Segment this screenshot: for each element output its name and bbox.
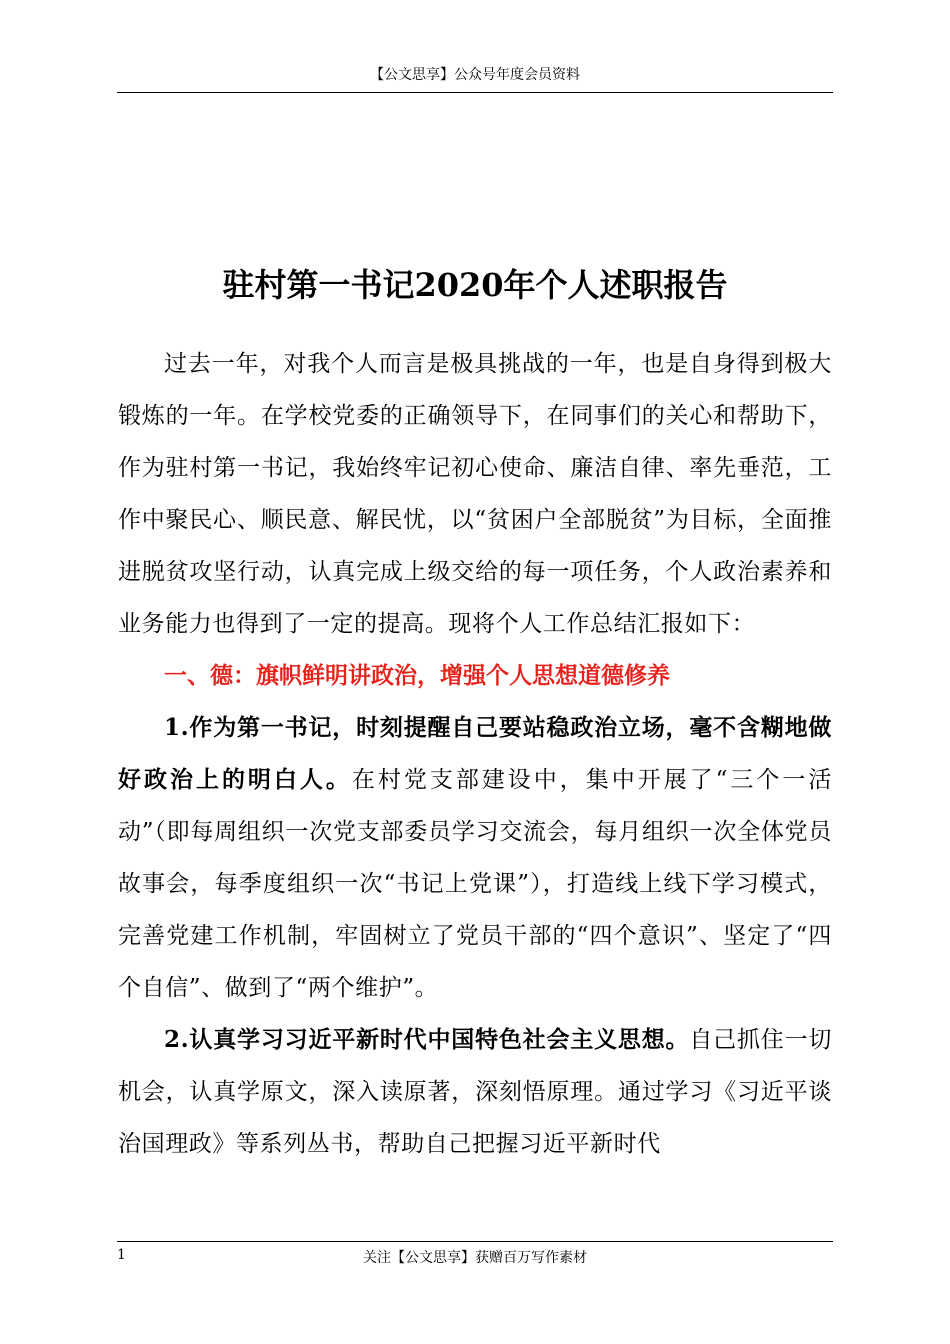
item-paragraph-2: [118, 1014, 832, 1170]
document-body: [118, 338, 832, 1170]
header-divider: [117, 92, 833, 93]
page-footer: 关注【公文思享】获赠百万写作素材: [363, 1250, 587, 1266]
section-heading: 一、德：旗帜鲜明讲政治，增强个人思想道德修养: [164, 662, 670, 689]
document-title: 驻村第一书记2020年个人述职报告: [222, 266, 728, 304]
item-text-2: 自己抓住一切机会，认真学原文，深入读原著，深刻悟原理。通过学习《习近平谈治国理政》等系列丛书，帮助自己把握习近平新时代: [118, 1027, 832, 1157]
item-paragraph-1: [118, 702, 832, 1014]
page-number: 1: [117, 1247, 126, 1263]
item-lead-1: 1.作为第一书记，时刻提醒自己要站稳政治立场，毫不含糊地做好政治上的明白人。: [118, 714, 832, 793]
page-header: 【公文思享】公众号年度会员资料: [370, 67, 580, 83]
item-text-1: 在村党支部建设中，集中开展了“三个一活动”（即每周组织一次党支部委员学习交流会，每月组织一次全体党员故事会，每季度组织一次“书记上党课”），打造线上线下学习模式，完善党建工作机制，牢固树立了党员干部的“四个意识”、坚定了“四个自信”、做到了“两个维护”。: [118, 767, 832, 1001]
intro-paragraph: 过去一年，对我个人而言是极具挑战的一年，也是自身得到极大锻炼的一年。在学校党委的正确领导下，在同事们的关心和帮助下，作为驻村第一书记，我始终牢记初心使命、廉洁自律、率先垂范，工作中聚民心、顺民意、解民忧，以“贫困户全部脱贫”为目标，全面推进脱贫攻坚行动，认真完成上级交给的每一项任务，个人政治素养和业务能力也得到了一定的提高。现将个人工作总结汇报如下：: [118, 351, 832, 637]
footer-divider: [117, 1241, 833, 1242]
item-lead-2: 2.认真学习习近平新时代中国特色社会主义思想。: [164, 1026, 690, 1053]
